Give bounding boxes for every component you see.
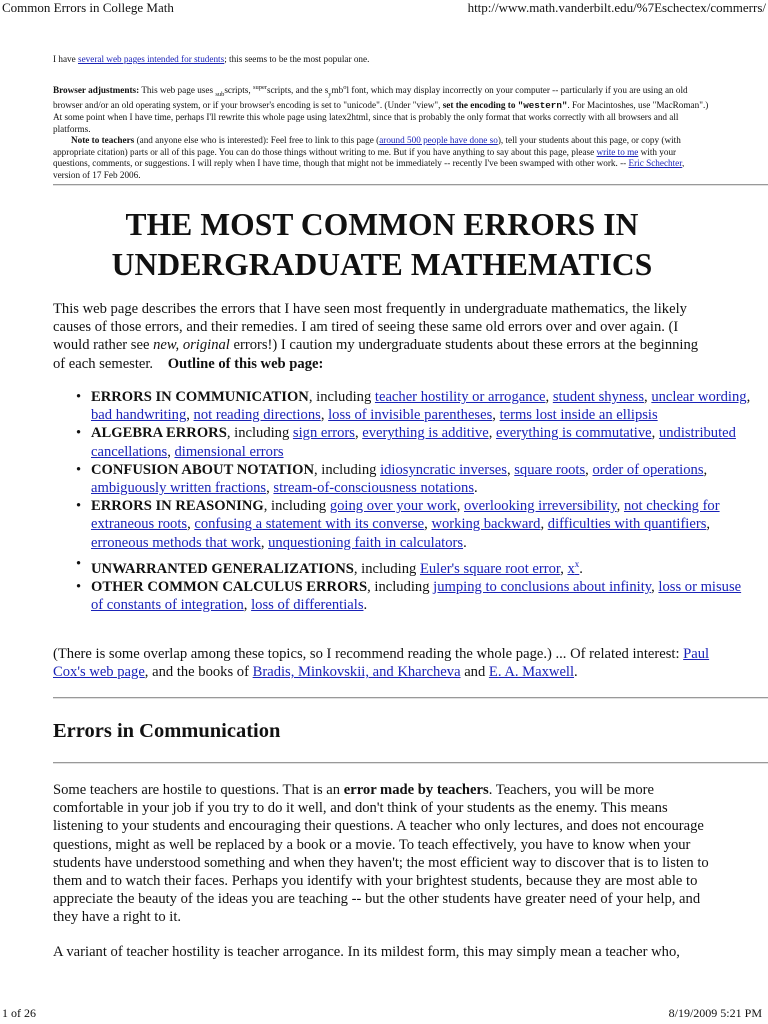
outline-heading: ALGEBRA ERRORS — [91, 425, 227, 442]
link-loss-of-differentials[interactable]: loss of differentials — [251, 597, 364, 614]
outline-including: , including — [263, 498, 330, 515]
link-extraneous-roots[interactable]: not checking for extraneous roots — [91, 498, 720, 533]
student-pages-link[interactable]: several web pages intended for students — [78, 54, 225, 64]
outline-item-generalizations: • UNWARRANTED GENERALIZATIONS, including Euler's square root error, x$^x$. — [91, 555, 751, 578]
print-timestamp: 8/19/2009 5:21 PM — [668, 1006, 762, 1020]
x-base: x — [567, 560, 575, 577]
link-ambiguous-fractions[interactable]: ambiguously written fractions — [91, 480, 267, 497]
p1-text-a: Some teachers are hostile to questions. That is an — [53, 782, 344, 798]
outline-heading: OTHER COMMON CALCULUS ERRORS — [91, 578, 368, 595]
p1-text-b: . Teachers, you will be more comfortable in your job if you try to do it well, and don't think of your students as the enemy. This means listening to your students and encouraging their questions. A teacher who only lectures, and does not encourage questions, might as well be replaced by a book or a movie. To teach effectively, you have to know when your students have understood something and when they haven't; the most efficient way to discover that is to listen to them and to watch their faces. Perhaps you identify with your brightest students, because they are most able to appreciate the beauty of the ideas you are teaching -- but the other students have greater need of your help, and they have a right to it. — [53, 782, 709, 926]
link-overlooking-irreversibility[interactable]: overlooking irreversibility — [463, 498, 617, 515]
link-order-of-operations[interactable]: order of operations — [592, 461, 704, 478]
description-text-2: errors!) I caution my undergraduate students about these errors at the beginning of each semester. — [53, 337, 699, 372]
pdf-header-url: http://www.math.vanderbilt.edu/%7Eschectex/commerrs/ — [467, 0, 766, 15]
outline-heading: ERRORS IN REASONING — [91, 498, 264, 515]
description-text-1: This web page describes the errors that I have seen most frequently in undergraduate mathematics, the likely causes of those errors, and their remedies. I am tired of seeing these same old errors over and over again. (I would rather see — [53, 301, 687, 354]
related-text-3: and — [460, 664, 489, 681]
link-quantifiers[interactable]: difficulties with quantifiers — [547, 516, 707, 533]
author-link[interactable]: Eric Schechter — [628, 158, 682, 169]
outline-item-communication: • ERRORS IN COMMUNICATION, including teacher hostility or arrogance, student shyness, unclear wording, bad handwriting, not reading directions, loss of invisible parentheses, terms lost inside an ellipsis — [91, 388, 751, 424]
browser-adjustments — [53, 82, 711, 182]
subscript-sample: sub — [215, 90, 225, 98]
paragraph-teacher-hostility — [53, 781, 713, 927]
related-text-4: . — [574, 664, 578, 681]
symbol-sample-2: o — [343, 84, 347, 91]
page-title-line-2: UNDERGRADUATE MATHEMATICS — [111, 247, 653, 282]
link-bradis-book[interactable]: Bradis, Minkovskii, and Kharcheva — [252, 664, 461, 681]
intro-text: I have — [53, 54, 78, 64]
linkers-link[interactable]: around 500 people have done so — [379, 135, 498, 146]
write-to-me-link[interactable]: write to me — [596, 146, 639, 157]
outline-item-notation: • CONFUSION ABOUT NOTATION, including idiosyncratic inverses, square roots, order of operations, ambiguously written fractions, stream-of-consciousness notations. — [91, 461, 751, 497]
symbol-sample: y — [328, 90, 332, 98]
page-description — [53, 300, 713, 373]
browser-text-6: . For Macintoshes, use "MacRoman".) At some point when I have time, perhaps I'll rewrite this whole page using latex2html, since that is probably the only format that works correctly with all browsers and all platforms. — [53, 100, 709, 134]
related-interest — [53, 645, 713, 681]
link-going-over-work[interactable]: going over your work — [329, 498, 457, 515]
encoding-value: "western" — [517, 100, 568, 112]
pdf-header-title: Common Errors in College Math — [2, 0, 174, 15]
outline-including: , including — [226, 425, 293, 442]
paragraph-teacher-arrogance: A variant of teacher hostility is teacher arrogance. In its mildest form, this may simply mean a teacher who, — [53, 944, 680, 960]
teachers-text-1: (and anyone else who is interested): Feel free to link to this page ( — [134, 135, 380, 146]
link-undistributed-cancellations[interactable]: undistributed cancellations — [91, 425, 736, 460]
divider-top — [53, 184, 768, 186]
browser-text-4: mb — [331, 85, 344, 96]
x-exponent: x — [574, 558, 580, 569]
teachers-text-3: with your questions, comments, or suggestions. I will reply when I have time, though that might not be immediately -- recently I've been swamped with other work. -- — [53, 146, 677, 169]
divider-middle — [53, 697, 768, 699]
link-not-reading-directions[interactable]: not reading directions — [193, 407, 321, 424]
link-erroneous-methods[interactable]: erroneous methods that work — [91, 534, 261, 551]
pdf-print-header — [0, 0, 768, 18]
link-invisible-parentheses[interactable]: loss of invisible parentheses — [328, 407, 493, 424]
link-constants-of-integration[interactable]: loss or misuse of constants of integration — [91, 578, 742, 614]
page-title-line-1: THE MOST COMMON ERRORS IN — [125, 207, 639, 242]
outline-item-calculus: • OTHER COMMON CALCULUS ERRORS, including jumping to conclusions about infinity, loss or misuse of constants of integration, loss of differentials. — [91, 578, 751, 614]
link-working-backward[interactable]: working backward — [431, 516, 541, 533]
link-unclear-wording[interactable]: unclear wording — [651, 389, 747, 405]
outline-including: , including — [308, 389, 375, 405]
teachers-text-4: , version of 17 Feb 2006. — [53, 158, 685, 181]
link-idiosyncratic-inverses[interactable]: idiosyncratic inverses — [380, 461, 507, 478]
browser-adjustments-paragraph — [53, 82, 711, 135]
link-stream-of-consciousness[interactable]: stream-of-consciousness notations — [273, 480, 475, 497]
page-title — [67, 205, 697, 285]
outline-heading: ERRORS IN COMMUNICATION — [91, 389, 309, 405]
encoding-instruction: set the encoding to — [442, 100, 518, 111]
browser-text-2: scripts, — [224, 85, 253, 96]
link-statement-converse[interactable]: confusing a statement with its converse — [194, 516, 425, 533]
p1-bold: error made by teachers — [343, 782, 489, 798]
link-everything-commutative[interactable]: everything is commutative — [495, 425, 652, 442]
link-x-to-the-x[interactable] — [567, 558, 580, 577]
link-sign-errors[interactable]: sign errors — [292, 425, 355, 442]
pdf-print-footer — [0, 1006, 768, 1024]
outline-list — [53, 388, 751, 614]
related-text-1: (There is some overlap among these topics, so I recommend reading the whole page.) ... Of related interest: — [53, 646, 684, 662]
superscript-sample: super — [252, 84, 268, 91]
link-eulers-error[interactable]: Euler's square root error — [419, 560, 561, 577]
page-number: 1 of 26 — [2, 1006, 36, 1020]
link-square-roots[interactable]: square roots — [514, 461, 586, 478]
link-student-shyness[interactable]: student shyness — [552, 389, 645, 405]
intro-note — [53, 54, 711, 66]
outline-item-reasoning: • ERRORS IN REASONING, including going over your work, overlooking irreversibility, not checking for extraneous roots, confusing a statement with its converse, working backward, difficulties with quantifiers, erroneous methods that work, unquestioning faith in calculators. — [91, 497, 751, 552]
related-text-2: , and the books of — [144, 664, 253, 681]
teachers-text-2: ), tell your students about this page, or copy (with appropriate citation) parts or all of this page. You can do those things without writing to me. But if you have anything to say about this page, please — [53, 135, 681, 157]
link-teacher-hostility[interactable]: teacher hostility or arrogance — [374, 389, 546, 405]
teachers-note — [53, 135, 711, 181]
section-heading: Errors in Communication — [53, 720, 281, 742]
link-dimensional-errors[interactable]: dimensional errors — [174, 443, 284, 460]
browser-adjustments-label: Browser adjustments: — [53, 85, 140, 96]
outline-including: , including — [367, 578, 434, 595]
link-everything-additive[interactable]: everything is additive — [362, 425, 489, 442]
link-infinity[interactable]: jumping to conclusions about infinity — [433, 578, 652, 595]
outline-including: , including — [353, 560, 420, 577]
divider-section — [53, 762, 768, 764]
outline-heading: UNWARRANTED GENERALIZATIONS — [91, 560, 354, 577]
browser-text-1: This web page uses — [139, 85, 216, 96]
outline-heading: CONFUSION ABOUT NOTATION — [91, 461, 314, 478]
outline-label: Outline of this web page: — [167, 355, 324, 372]
link-terms-lost-ellipsis[interactable]: terms lost inside an ellipsis — [499, 407, 658, 424]
outline-item-algebra: • ALGEBRA ERRORS, including sign errors, everything is additive, everything is commutative, undistributed cancellations, dimensional errors — [91, 424, 751, 460]
intro-text-end: ; this seems to be the most popular one. — [224, 54, 370, 64]
browser-text-3: scripts, and the s — [267, 85, 329, 96]
teachers-note-label: Note to teachers — [71, 135, 135, 146]
link-maxwell-book[interactable]: E. A. Maxwell — [488, 664, 575, 681]
outline-including: , including — [314, 461, 381, 478]
description-emphasis: new, original — [153, 337, 230, 354]
browser-text-5: l font, which may display incorrectly on your computer -- particularly if you are using an old browser and/or an old operating system, or if your browser's encoding is set to "unicode". (Under "view", — [53, 85, 688, 111]
link-bad-handwriting[interactable]: bad handwriting — [91, 407, 187, 424]
link-paul-cox[interactable]: Paul Cox's web page — [53, 646, 710, 681]
link-calculators[interactable]: unquestioning faith in calculators — [268, 534, 464, 551]
